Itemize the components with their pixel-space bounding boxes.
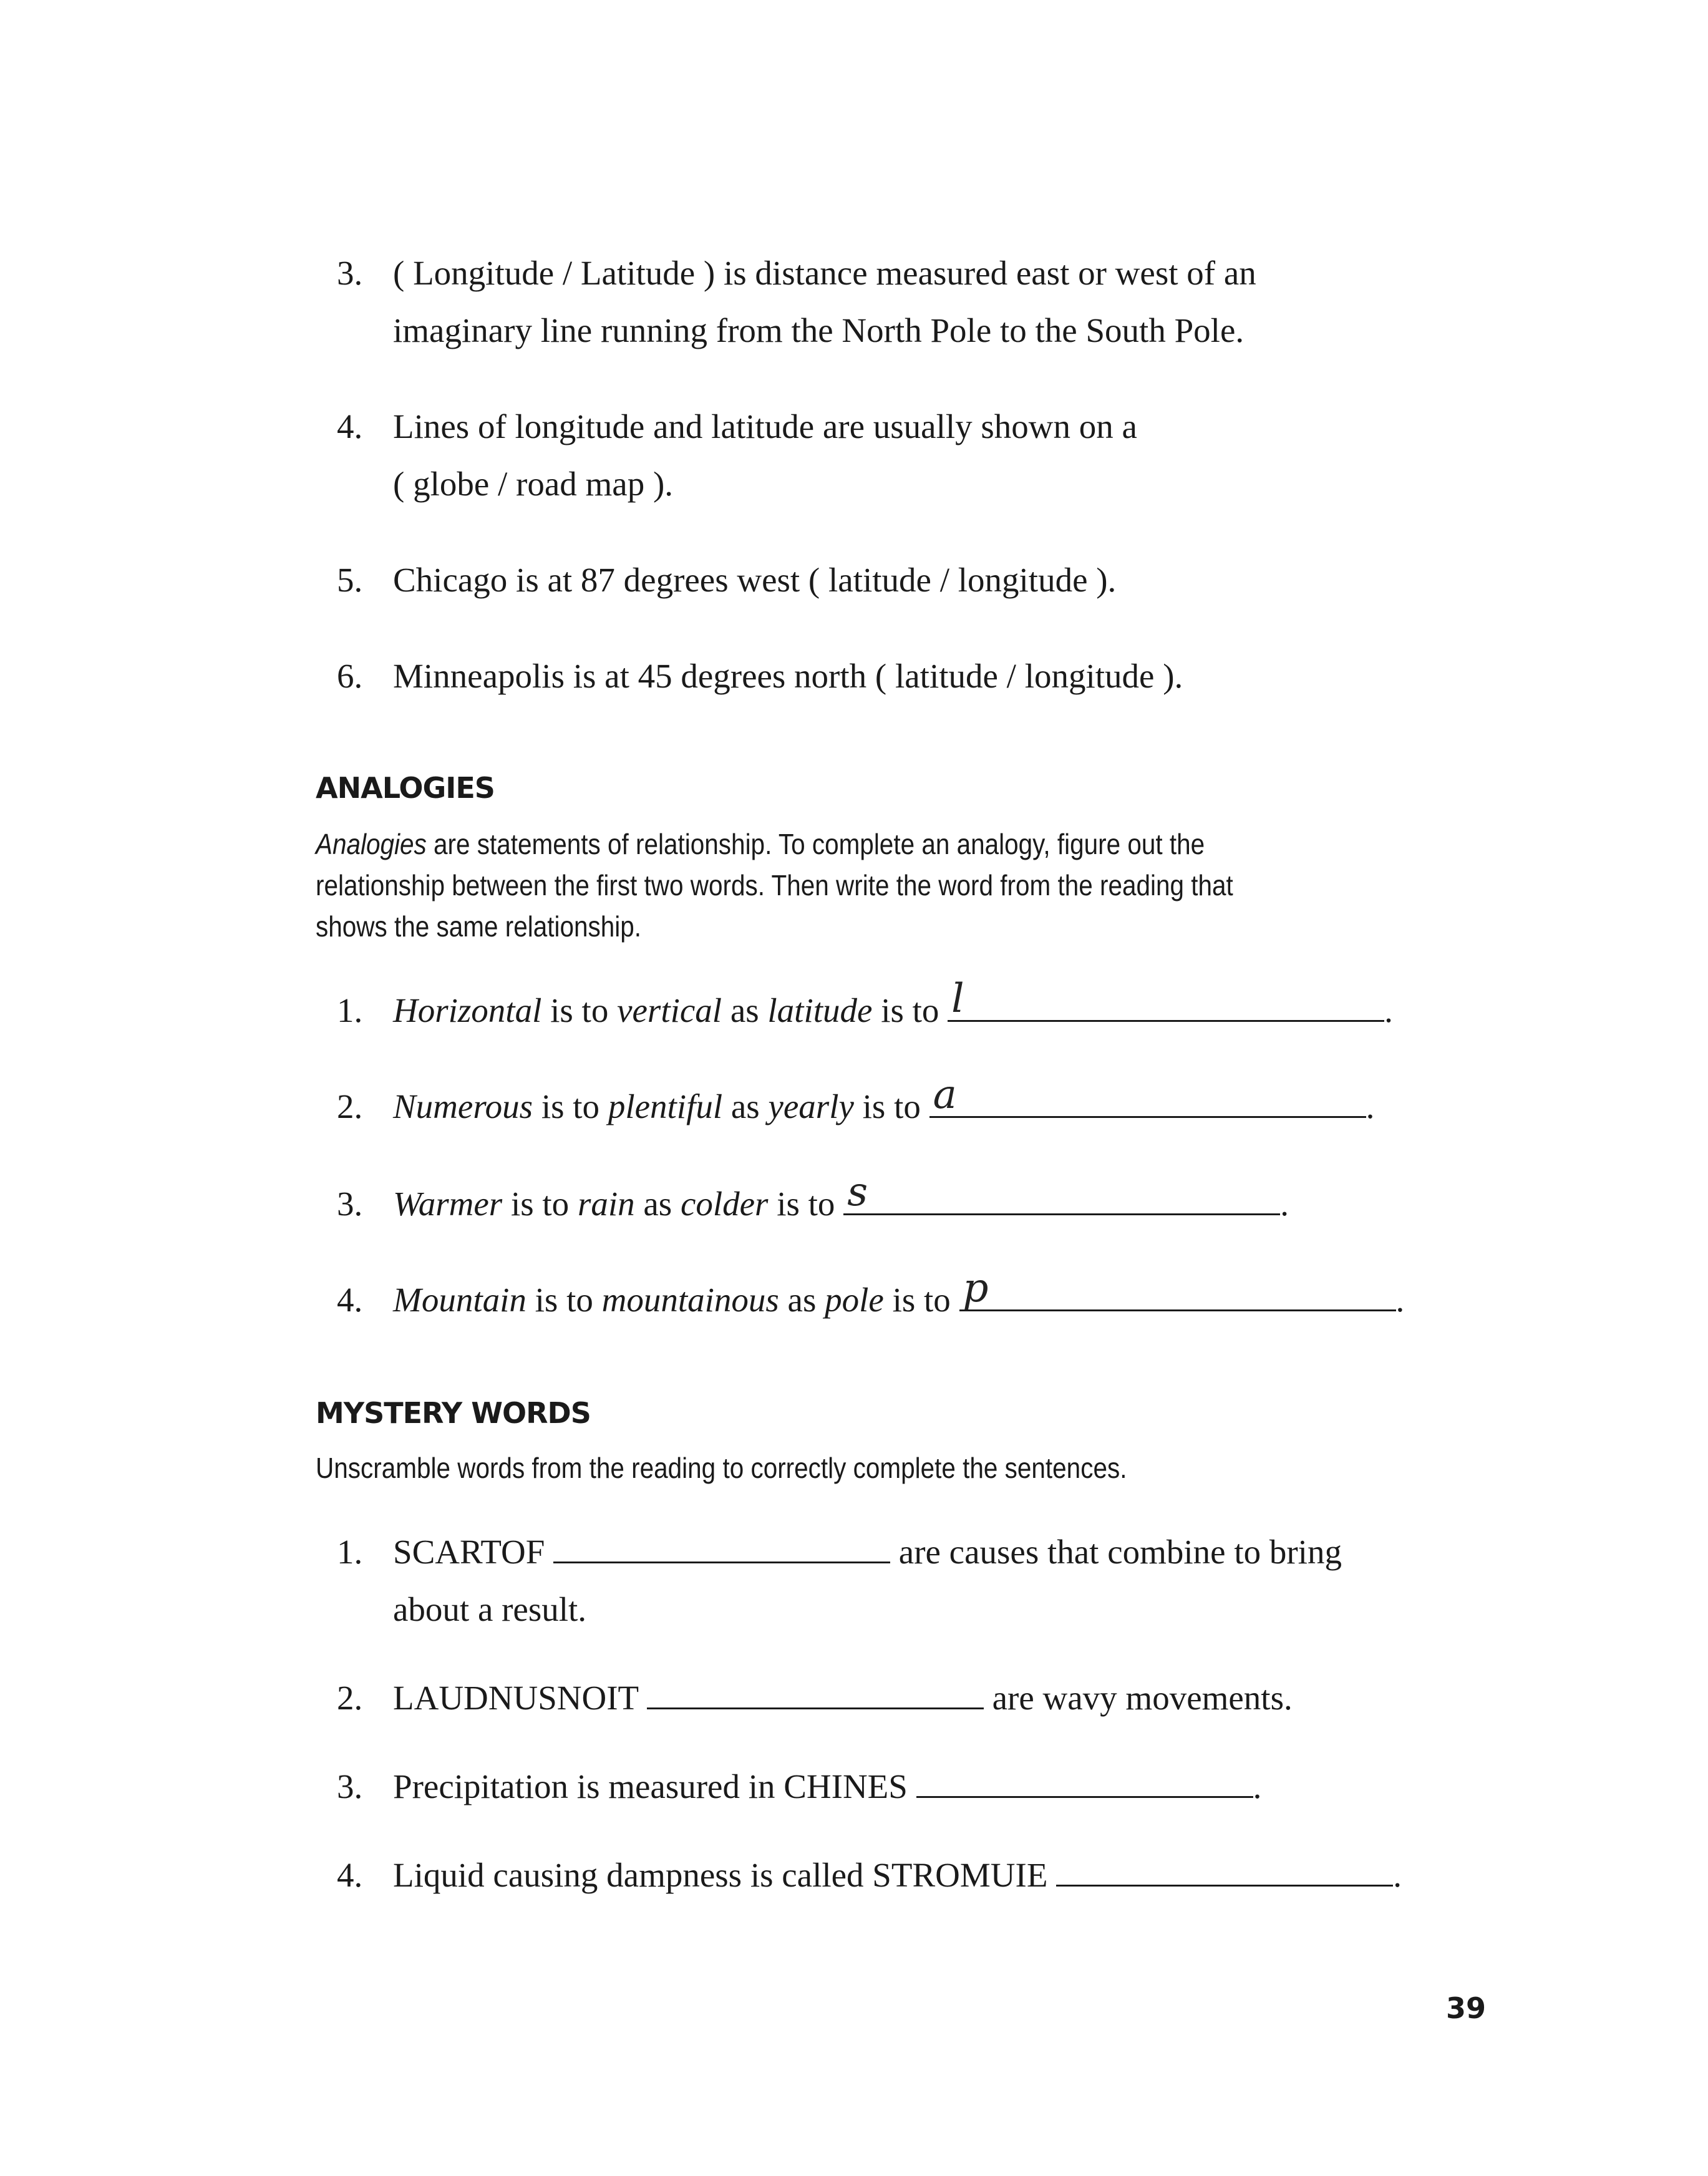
page-number: 39 bbox=[1446, 1991, 1487, 2025]
answer-blank[interactable] bbox=[843, 1169, 1280, 1215]
handwritten-hint: p bbox=[963, 1265, 989, 1311]
answer-blank[interactable] bbox=[929, 1072, 1366, 1118]
section-heading-mystery-words: MYSTERY WORDS bbox=[316, 1396, 591, 1430]
item-text: imaginary line running from the North Pole to the South Pole. bbox=[393, 311, 1245, 349]
answer-blank[interactable] bbox=[553, 1524, 890, 1563]
answer-blank[interactable] bbox=[916, 1759, 1253, 1798]
handwritten-hint: l bbox=[951, 976, 964, 1022]
handwritten-hint: s bbox=[847, 1169, 868, 1215]
intro-term: Analogies bbox=[316, 828, 427, 860]
answer-blank[interactable] bbox=[1056, 1847, 1393, 1887]
handwritten-hint: a bbox=[933, 1072, 957, 1118]
item-text: ( globe / road map ). bbox=[393, 465, 674, 503]
section-heading-analogies: ANALOGIES bbox=[316, 771, 495, 805]
answer-blank[interactable] bbox=[647, 1670, 984, 1709]
answer-blank[interactable] bbox=[948, 976, 1384, 1022]
answer-blank[interactable] bbox=[959, 1265, 1396, 1311]
section-instructions: Unscramble words from the reading to correctly complete the sentences. bbox=[316, 1452, 1127, 1484]
item-text: ( Longitude / Latitude ) is distance measured east or west of an bbox=[393, 254, 1256, 292]
item-text: Lines of longitude and latitude are usually shown on a bbox=[393, 407, 1137, 445]
item-text: Chicago is at 87 degrees west ( latitude / longitude ). bbox=[393, 561, 1117, 599]
section-instructions: Analogies are statements of relationship. To complete an analogy, figure out the relationship between the first two words. Then write the word from the reading that shows the same relationship. bbox=[316, 828, 1233, 943]
item-text: Minneapolis is at 45 degrees north ( latitude / longitude ). bbox=[393, 657, 1183, 695]
